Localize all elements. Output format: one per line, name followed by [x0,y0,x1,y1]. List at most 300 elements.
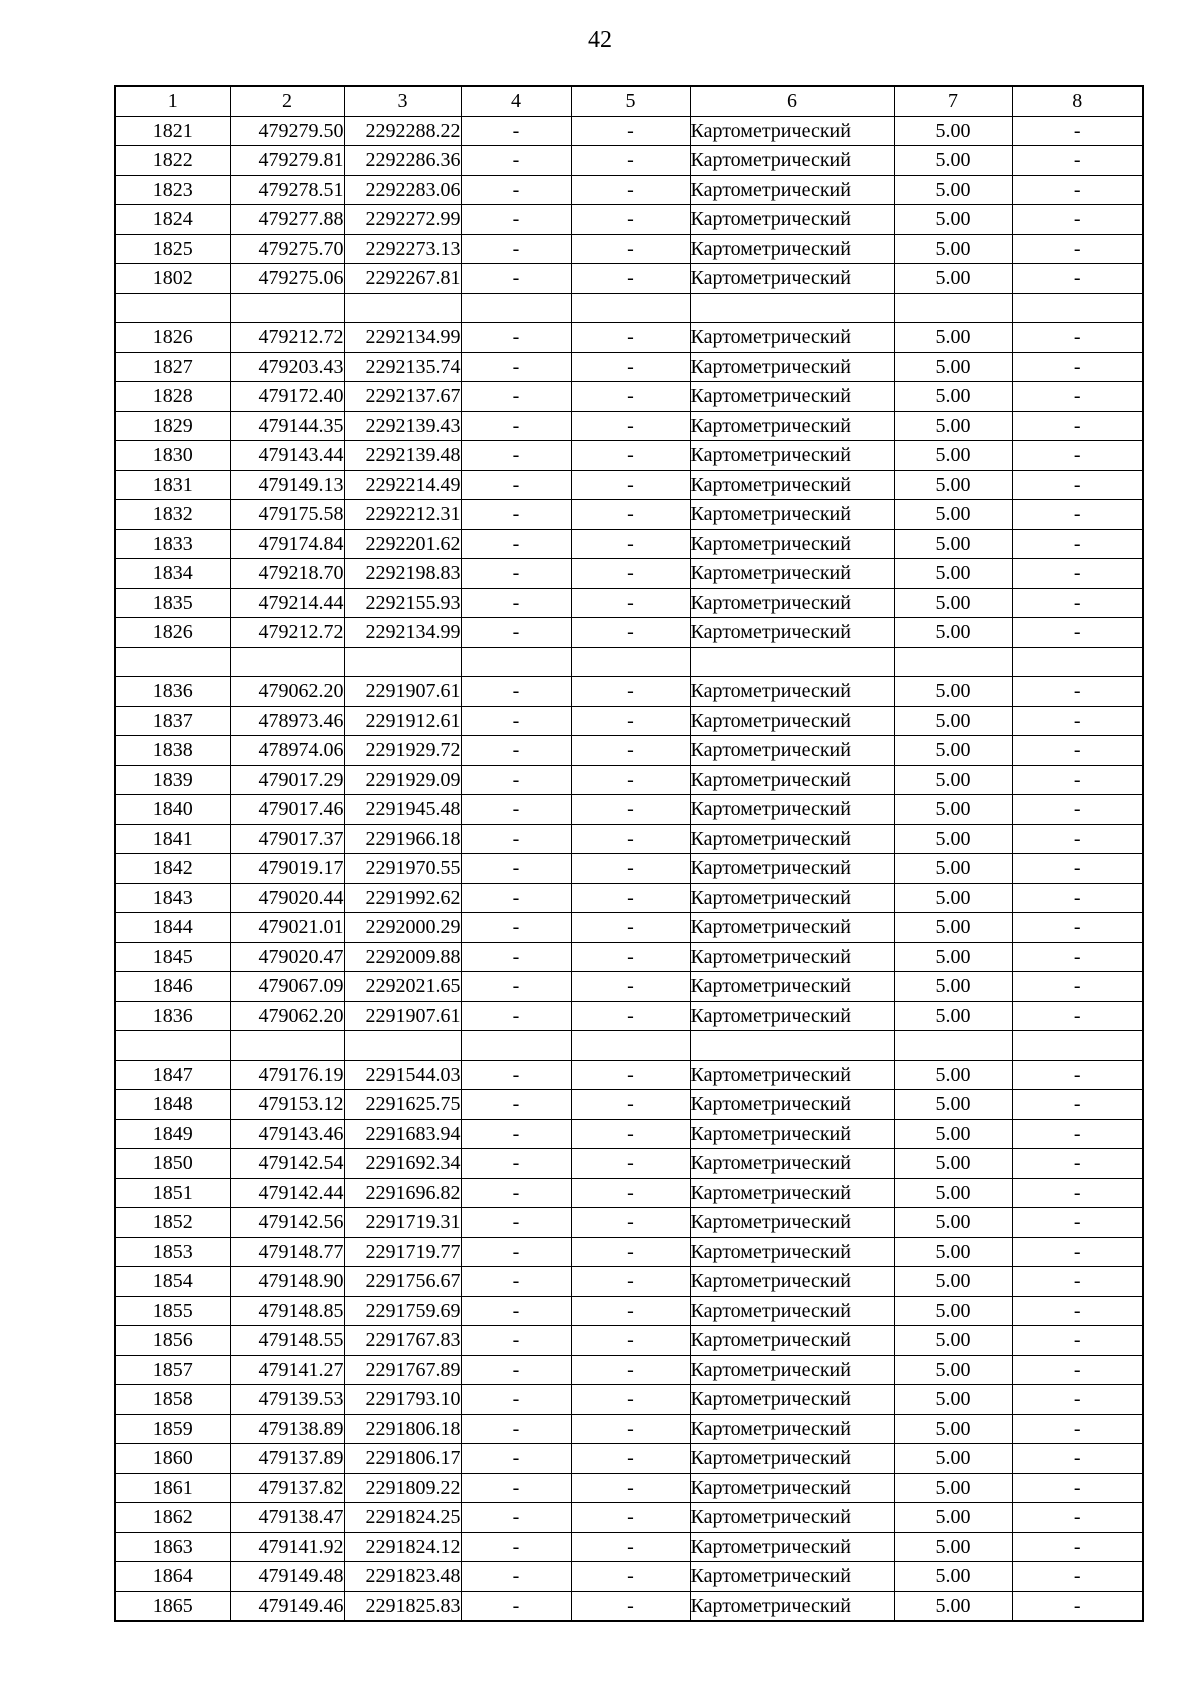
table-row [115,470,1143,500]
col-5-cell: - [571,470,690,500]
x-coordinate-cell: 478974.06 [230,736,344,766]
col-4-cell: - [461,1326,571,1356]
point-number-cell: 1852 [115,1208,230,1238]
col-5-cell: - [571,382,690,412]
method-cell: Картометрический [690,1060,894,1090]
point-number-cell: 1861 [115,1473,230,1503]
x-coordinate-cell: 479138.47 [230,1503,344,1533]
accuracy-cell: 5.00 [894,352,1012,382]
accuracy-cell: 5.00 [894,1473,1012,1503]
accuracy-cell: 5.00 [894,1267,1012,1297]
method-cell: Картометрический [690,795,894,825]
y-coordinate-cell: 2291793.10 [344,1385,461,1415]
accuracy-cell: 5.00 [894,1532,1012,1562]
accuracy-cell: 5.00 [894,1591,1012,1621]
method-cell: Картометрический [690,736,894,766]
accuracy-cell: 5.00 [894,883,1012,913]
table-row [115,942,1143,972]
accuracy-cell: 5.00 [894,736,1012,766]
col-8-cell: - [1012,205,1143,235]
table-row [115,264,1143,294]
col-8-cell: - [1012,1267,1143,1297]
method-cell: Картометрический [690,1444,894,1474]
x-coordinate-cell: 479153.12 [230,1090,344,1120]
col-8-cell: - [1012,529,1143,559]
point-number-cell: 1847 [115,1060,230,1090]
x-coordinate-cell: 479172.40 [230,382,344,412]
col-4-cell: - [461,942,571,972]
accuracy-cell: 5.00 [894,1119,1012,1149]
y-coordinate-cell: 2291945.48 [344,795,461,825]
col-5-cell: - [571,736,690,766]
y-coordinate-cell: 2292000.29 [344,913,461,943]
table-row [115,529,1143,559]
accuracy-cell [894,293,1012,323]
point-number-cell: 1849 [115,1119,230,1149]
y-coordinate-cell: 2292134.99 [344,323,461,353]
table-row [115,1237,1143,1267]
method-cell: Картометрический [690,1178,894,1208]
y-coordinate-cell: 2291719.31 [344,1208,461,1238]
col-4-cell: - [461,500,571,530]
y-coordinate-cell: 2291696.82 [344,1178,461,1208]
method-cell: Картометрический [690,1385,894,1415]
col-8-cell: - [1012,411,1143,441]
accuracy-cell: 5.00 [894,1414,1012,1444]
y-coordinate-cell: 2292283.06 [344,175,461,205]
col-8-cell: - [1012,913,1143,943]
method-cell: Картометрический [690,1001,894,1031]
method-cell: Картометрический [690,618,894,648]
table-row [115,1326,1143,1356]
accuracy-cell: 5.00 [894,323,1012,353]
accuracy-cell: 5.00 [894,1503,1012,1533]
x-coordinate-cell [230,647,344,677]
x-coordinate-cell: 479148.77 [230,1237,344,1267]
col-4-cell: - [461,1237,571,1267]
accuracy-cell: 5.00 [894,382,1012,412]
col-8-cell: - [1012,500,1143,530]
col-5-cell: - [571,972,690,1002]
accuracy-cell: 5.00 [894,795,1012,825]
col-5-cell: - [571,323,690,353]
method-cell: Картометрический [690,1149,894,1179]
point-number-cell: 1863 [115,1532,230,1562]
col-8-cell: - [1012,382,1143,412]
method-cell: Картометрический [690,765,894,795]
point-number-cell: 1830 [115,441,230,471]
method-cell: Картометрический [690,529,894,559]
method-cell: Картометрический [690,1237,894,1267]
col-8-cell: - [1012,1119,1143,1149]
method-cell: Картометрический [690,441,894,471]
col-4-cell: - [461,1178,571,1208]
header-col-7: 7 [894,86,1012,116]
col-5-cell: - [571,1355,690,1385]
y-coordinate-cell: 2291767.89 [344,1355,461,1385]
table-row [115,1532,1143,1562]
method-cell: Картометрический [690,264,894,294]
x-coordinate-cell: 479277.88 [230,205,344,235]
col-5-cell: - [571,765,690,795]
table-row [115,647,1143,677]
y-coordinate-cell: 2292137.67 [344,382,461,412]
col-8-cell: - [1012,1414,1143,1444]
col-4-cell: - [461,706,571,736]
col-4-cell: - [461,411,571,441]
col-4-cell: - [461,618,571,648]
x-coordinate-cell: 479214.44 [230,588,344,618]
point-number-cell: 1836 [115,677,230,707]
y-coordinate-cell: 2291823.48 [344,1562,461,1592]
col-8-cell: - [1012,234,1143,264]
table-row [115,1562,1143,1592]
table-row [115,883,1143,913]
accuracy-cell: 5.00 [894,205,1012,235]
table-row [115,795,1143,825]
method-cell [690,647,894,677]
x-coordinate-cell: 479174.84 [230,529,344,559]
table-row [115,1149,1143,1179]
accuracy-cell: 5.00 [894,1385,1012,1415]
y-coordinate-cell: 2291719.77 [344,1237,461,1267]
accuracy-cell: 5.00 [894,1060,1012,1090]
x-coordinate-cell: 479142.44 [230,1178,344,1208]
col-8-cell: - [1012,1001,1143,1031]
point-number-cell: 1865 [115,1591,230,1621]
col-4-cell: - [461,854,571,884]
y-coordinate-cell: 2292198.83 [344,559,461,589]
table-row [115,1355,1143,1385]
accuracy-cell: 5.00 [894,175,1012,205]
col-4-cell: - [461,972,571,1002]
col-5-cell [571,647,690,677]
accuracy-cell: 5.00 [894,706,1012,736]
accuracy-cell: 5.00 [894,1355,1012,1385]
col-5-cell: - [571,500,690,530]
col-8-cell: - [1012,1473,1143,1503]
accuracy-cell: 5.00 [894,116,1012,146]
col-5-cell: - [571,1119,690,1149]
table-row [115,1296,1143,1326]
y-coordinate-cell: 2291806.17 [344,1444,461,1474]
point-number-cell: 1844 [115,913,230,943]
col-8-cell: - [1012,765,1143,795]
col-5-cell [571,1031,690,1061]
point-number-cell: 1823 [115,175,230,205]
y-coordinate-cell: 2291992.62 [344,883,461,913]
y-coordinate-cell: 2291683.94 [344,1119,461,1149]
accuracy-cell: 5.00 [894,677,1012,707]
x-coordinate-cell: 479067.09 [230,972,344,1002]
method-cell: Картометрический [690,1532,894,1562]
method-cell: Картометрический [690,1355,894,1385]
x-coordinate-cell: 479218.70 [230,559,344,589]
accuracy-cell: 5.00 [894,470,1012,500]
x-coordinate-cell: 479148.90 [230,1267,344,1297]
col-8-cell: - [1012,470,1143,500]
col-8-cell: - [1012,618,1143,648]
col-5-cell: - [571,1090,690,1120]
x-coordinate-cell: 479062.20 [230,1001,344,1031]
accuracy-cell: 5.00 [894,588,1012,618]
point-number-cell: 1825 [115,234,230,264]
col-5-cell: - [571,1562,690,1592]
col-4-cell: - [461,1090,571,1120]
point-number-cell: 1860 [115,1444,230,1474]
accuracy-cell: 5.00 [894,234,1012,264]
y-coordinate-cell: 2292267.81 [344,264,461,294]
accuracy-cell: 5.00 [894,1326,1012,1356]
table-body [115,116,1143,1621]
col-8-cell: - [1012,1090,1143,1120]
col-8-cell [1012,293,1143,323]
y-coordinate-cell: 2292272.99 [344,205,461,235]
point-number-cell: 1856 [115,1326,230,1356]
table-row [115,116,1143,146]
col-8-cell: - [1012,1444,1143,1474]
point-number-cell: 1838 [115,736,230,766]
col-5-cell: - [571,1208,690,1238]
table-row [115,913,1143,943]
method-cell: Картометрический [690,116,894,146]
col-8-cell: - [1012,795,1143,825]
method-cell: Картометрический [690,1473,894,1503]
accuracy-cell: 5.00 [894,500,1012,530]
table-row [115,1208,1143,1238]
point-number-cell: 1859 [115,1414,230,1444]
y-coordinate-cell: 2291824.12 [344,1532,461,1562]
x-coordinate-cell: 479275.70 [230,234,344,264]
col-4-cell: - [461,1149,571,1179]
y-coordinate-cell: 2292212.31 [344,500,461,530]
col-8-cell: - [1012,1208,1143,1238]
col-4-cell: - [461,116,571,146]
table-row [115,205,1143,235]
col-5-cell: - [571,588,690,618]
table-row [115,1060,1143,1090]
y-coordinate-cell: 2292201.62 [344,529,461,559]
col-4-cell: - [461,1503,571,1533]
point-number-cell: 1845 [115,942,230,972]
point-number-cell: 1855 [115,1296,230,1326]
method-cell: Картометрический [690,706,894,736]
col-4-cell: - [461,1591,571,1621]
col-5-cell: - [571,234,690,264]
col-4-cell: - [461,234,571,264]
col-4-cell: - [461,323,571,353]
method-cell: Картометрический [690,942,894,972]
point-number-cell: 1837 [115,706,230,736]
col-8-cell: - [1012,441,1143,471]
col-8-cell: - [1012,1237,1143,1267]
col-4-cell: - [461,1267,571,1297]
x-coordinate-cell: 479137.82 [230,1473,344,1503]
table-row [115,1444,1143,1474]
x-coordinate-cell: 479139.53 [230,1385,344,1415]
col-8-cell: - [1012,1562,1143,1592]
table-row [115,972,1143,1002]
accuracy-cell: 5.00 [894,942,1012,972]
accuracy-cell: 5.00 [894,1149,1012,1179]
method-cell: Картометрический [690,411,894,441]
point-number-cell: 1854 [115,1267,230,1297]
x-coordinate-cell: 479017.29 [230,765,344,795]
x-coordinate-cell [230,1031,344,1061]
accuracy-cell: 5.00 [894,559,1012,589]
accuracy-cell [894,647,1012,677]
point-number-cell: 1843 [115,883,230,913]
point-number-cell: 1822 [115,146,230,176]
method-cell: Картометрический [690,1090,894,1120]
point-number-cell: 1828 [115,382,230,412]
x-coordinate-cell: 479279.81 [230,146,344,176]
table-row [115,706,1143,736]
y-coordinate-cell: 2292021.65 [344,972,461,1002]
y-coordinate-cell: 2292135.74 [344,352,461,382]
point-number-cell [115,1031,230,1061]
point-number-cell: 1834 [115,559,230,589]
accuracy-cell: 5.00 [894,618,1012,648]
col-8-cell: - [1012,1532,1143,1562]
table-row [115,1385,1143,1415]
col-8-cell: - [1012,1355,1143,1385]
table-row [115,677,1143,707]
point-number-cell: 1832 [115,500,230,530]
point-number-cell: 1862 [115,1503,230,1533]
accuracy-cell: 5.00 [894,1090,1012,1120]
col-8-cell [1012,1031,1143,1061]
y-coordinate-cell: 2292214.49 [344,470,461,500]
x-coordinate-cell: 479017.46 [230,795,344,825]
point-number-cell: 1836 [115,1001,230,1031]
col-8-cell: - [1012,588,1143,618]
col-4-cell: - [461,913,571,943]
col-4-cell: - [461,1119,571,1149]
y-coordinate-cell: 2291912.61 [344,706,461,736]
x-coordinate-cell: 479143.44 [230,441,344,471]
col-5-cell: - [571,1473,690,1503]
method-cell: Картометрический [690,382,894,412]
col-4-cell: - [461,382,571,412]
col-4-cell: - [461,175,571,205]
col-5-cell: - [571,352,690,382]
y-coordinate-cell: 2291966.18 [344,824,461,854]
x-coordinate-cell: 479138.89 [230,1414,344,1444]
col-4-cell: - [461,736,571,766]
table-row [115,1001,1143,1031]
method-cell: Картометрический [690,146,894,176]
point-number-cell: 1802 [115,264,230,294]
table-row [115,352,1143,382]
col-8-cell: - [1012,883,1143,913]
col-5-cell: - [571,854,690,884]
col-4-cell: - [461,441,571,471]
header-col-8: 8 [1012,86,1143,116]
x-coordinate-cell: 479020.44 [230,883,344,913]
table-row [115,559,1143,589]
table-row [115,1473,1143,1503]
table-row [115,323,1143,353]
col-4-cell: - [461,795,571,825]
col-5-cell: - [571,1385,690,1415]
col-5-cell [571,293,690,323]
method-cell: Картометрический [690,824,894,854]
col-4-cell: - [461,588,571,618]
y-coordinate-cell: 2291756.67 [344,1267,461,1297]
y-coordinate-cell [344,1031,461,1061]
col-8-cell: - [1012,824,1143,854]
point-number-cell: 1831 [115,470,230,500]
col-5-cell: - [571,1267,690,1297]
method-cell: Картометрический [690,1296,894,1326]
x-coordinate-cell: 479062.20 [230,677,344,707]
col-5-cell: - [571,677,690,707]
y-coordinate-cell: 2291929.72 [344,736,461,766]
col-8-cell: - [1012,352,1143,382]
x-coordinate-cell: 479149.13 [230,470,344,500]
table-row [115,1591,1143,1621]
col-8-cell: - [1012,1591,1143,1621]
col-8-cell: - [1012,175,1143,205]
method-cell: Картометрический [690,1591,894,1621]
accuracy-cell: 5.00 [894,1296,1012,1326]
method-cell: Картометрический [690,972,894,1002]
col-4-cell: - [461,205,571,235]
point-number-cell: 1864 [115,1562,230,1592]
accuracy-cell: 5.00 [894,824,1012,854]
col-4-cell: - [461,1532,571,1562]
y-coordinate-cell: 2292139.48 [344,441,461,471]
accuracy-cell [894,1031,1012,1061]
col-5-cell: - [571,1414,690,1444]
x-coordinate-cell: 479137.89 [230,1444,344,1474]
col-5-cell: - [571,559,690,589]
table-row [115,588,1143,618]
table-row [115,146,1143,176]
col-4-cell: - [461,146,571,176]
accuracy-cell: 5.00 [894,1237,1012,1267]
x-coordinate-cell: 479176.19 [230,1060,344,1090]
method-cell: Картометрический [690,323,894,353]
header-col-5: 5 [571,86,690,116]
col-4-cell: - [461,1473,571,1503]
x-coordinate-cell: 479175.58 [230,500,344,530]
point-number-cell: 1839 [115,765,230,795]
x-coordinate-cell: 479020.47 [230,942,344,972]
col-4-cell: - [461,677,571,707]
point-number-cell: 1826 [115,618,230,648]
accuracy-cell: 5.00 [894,854,1012,884]
col-8-cell: - [1012,146,1143,176]
point-number-cell: 1826 [115,323,230,353]
header-col-1: 1 [115,86,230,116]
accuracy-cell: 5.00 [894,1001,1012,1031]
table-row [115,382,1143,412]
col-4-cell [461,647,571,677]
col-5-cell: - [571,1591,690,1621]
x-coordinate-cell: 479278.51 [230,175,344,205]
col-4-cell [461,1031,571,1061]
col-4-cell: - [461,824,571,854]
x-coordinate-cell: 479275.06 [230,264,344,294]
col-5-cell: - [571,883,690,913]
col-5-cell: - [571,529,690,559]
col-8-cell: - [1012,1060,1143,1090]
col-8-cell: - [1012,854,1143,884]
accuracy-cell: 5.00 [894,1208,1012,1238]
col-5-cell: - [571,441,690,471]
